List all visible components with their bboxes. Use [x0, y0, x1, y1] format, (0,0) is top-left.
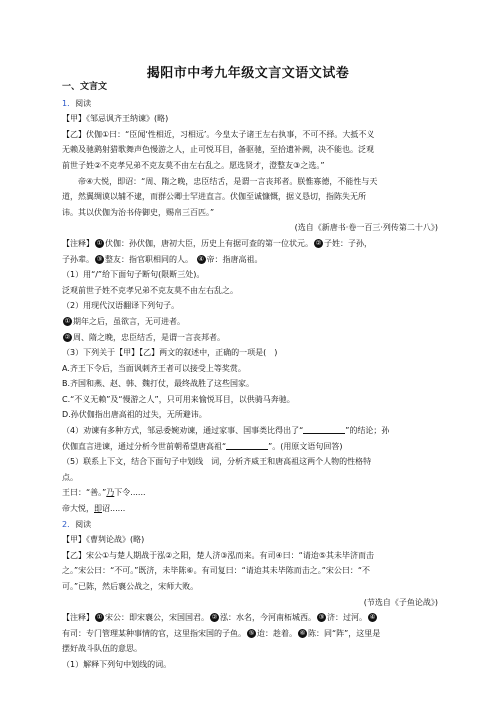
quote-text: 王曰：“善。” — [62, 488, 107, 498]
sub-question: 点。 — [62, 472, 78, 482]
quote-text: 诏...... — [102, 504, 126, 514]
passage-yi-1-line: 讳。其以伏伽为治书侍御史，赐帛三百匹。” — [62, 207, 215, 217]
option-a: A.齐王下令后，当面讽刺齐王者可以接受上等奖赏。 — [62, 363, 246, 373]
annotation-text: 子孙辈。 — [62, 254, 94, 264]
annotation-label: 【注释】 — [62, 238, 94, 248]
sub-question: （2）用现代汉语翻译下列句子。 — [62, 301, 180, 311]
circled-number: ② — [211, 613, 218, 622]
circled-number: ① — [96, 613, 103, 622]
section-heading: 一、文言文 — [62, 82, 108, 92]
circled-number: ④ — [198, 254, 204, 263]
question-text: （4）劝谏有多种方式，邹忌委婉劝谏，通过家事、国事类比得出了“ — [62, 426, 304, 436]
annotation-text: 有司：专门管理某种事情的官，这里指宋国的子鱼。 — [62, 628, 246, 638]
sub-question: （1）解释下列句中划线的词。 — [62, 659, 172, 669]
annotation-text: 泓：水名，今河南柘城西。 — [220, 613, 316, 623]
source-citation: (选自《新唐书·卷一百三·列传第二十八》) — [294, 223, 438, 233]
sub-question: （5）联系上下文，结合下面句子中划线 词，分析齐威王和唐高祖这两个人物的性格特 — [62, 457, 372, 467]
answer-blank — [303, 424, 345, 434]
question-label: 阅读 — [75, 98, 92, 108]
passage-jia-1: 【甲】《邹忌讽齐王纳谏》(略) — [62, 114, 169, 124]
question-text: ”。(用原文语句回答) — [268, 441, 343, 451]
sub-question — [62, 423, 438, 439]
translation-text: 期年之后，虽欲言，无可进者。 — [73, 316, 185, 326]
annotation-text: 陈：同“阵”，这里是 — [308, 628, 381, 638]
circled-number: ③ — [96, 254, 103, 263]
option-c: C.“不义无赖”及“慢游之人”，只可用来愉悦耳目，以供骑马奔驰。 — [62, 394, 295, 404]
option-d: D.孙伏伽指出唐高祖的过失，无所避讳。 — [62, 410, 207, 420]
annotation-text: 整友：指官职相同的人。 — [105, 254, 193, 264]
passage-yi-1-line: 道，然翼绸谟以辅不逮，而群公卿士罕进直言。伏伽至诚慷慨，据义恳切，指陈失无所 — [62, 192, 366, 202]
circled-number: ① — [64, 316, 71, 325]
annotation-text: 伏伽：孙伏伽，唐初大臣，历史上有据可查的第一位状元。 — [105, 238, 313, 248]
source-citation: (节选自《子鱼论战》) — [363, 597, 438, 607]
quote-text: 帝大悦， — [62, 504, 94, 514]
question-number: 1． — [62, 98, 76, 108]
circled-number: ② — [315, 238, 322, 247]
annotation-line — [62, 610, 438, 626]
passage-yi-1-line: 帝④大悦，即诏：“周、隋之晚，忠臣结舌，是谓一言丧邦者。朕惟寡德，不能性与天 — [78, 176, 378, 186]
quote-text: 下令...... — [114, 488, 146, 498]
translation-item — [62, 314, 438, 330]
passage-yi-2-line: 【乙】宋公①与楚人期战于泓②之阳，楚人济③泓而来。有司④曰：“请迨⑤其未毕济而击 — [62, 550, 375, 560]
circled-number: ② — [64, 332, 71, 341]
circled-number: ③ — [318, 613, 325, 622]
question-text: ”的结论；孙 — [345, 426, 390, 436]
annotation-text: 迨：趁着。 — [257, 628, 297, 638]
underlined-word: 乃 — [106, 488, 115, 498]
sub-question — [62, 439, 438, 455]
document-body — [62, 80, 438, 673]
annotation-text: 宋公：即宋襄公，宋国国君。 — [105, 613, 209, 623]
passage-yi-1-line: 【乙】伏伽①曰：“臣闻‘性相近，习相远’。今皇太子诸王左右执事，不可不择。大抵不义 — [62, 129, 375, 139]
option-b: B.齐国和燕、赵、韩、魏打仗，最终战胜了这些国家。 — [62, 379, 255, 389]
circled-number: ⑤ — [248, 628, 255, 637]
underlined-word: 即 — [94, 504, 102, 514]
sub-question: （1）用“/”给下面句子断句(限断三处)。 — [62, 270, 205, 280]
quoted-sentence — [62, 501, 438, 517]
translation-item — [62, 330, 438, 346]
annotation-line — [62, 236, 438, 252]
answer-blank — [226, 440, 268, 450]
passage-yi-2-line: 之。”宋公曰：“不可。”既济，未毕陈⑥。有司复曰：“请迨其未毕陈而击之。”宋公曰：“不 — [62, 566, 371, 576]
question-text: 伏伽直言进谏，通过分析今世前朝希望唐高祖“ — [62, 441, 227, 451]
passage-yi-2-line: 可。”已陈，然后襄公战之，宋师大败。 — [62, 582, 199, 591]
page-title: 揭阳市中考九年级文言文语文试卷 — [146, 66, 350, 81]
circled-number: ④ — [369, 613, 376, 622]
translation-text: 周、隋之晚，忠臣结舌，是谓一言丧邦者。 — [73, 332, 225, 342]
circled-number: ⑥ — [299, 628, 306, 637]
question-1-heading — [62, 96, 438, 112]
circled-number: ① — [96, 238, 103, 247]
quoted-sentence — [62, 485, 438, 501]
passage-yi-1-line: 前世子姓②不克孝兄弟不克友莫不由左右乱之。愿选贤才，澄整友③之选。” — [62, 160, 325, 170]
question-number: 2． — [62, 519, 76, 529]
annotation-label: 【注释】 — [62, 613, 94, 623]
annotation-text: 子姓：子孙， — [324, 238, 372, 248]
passage-jia-2: 【甲】《曹刿论战》(略) — [62, 535, 145, 545]
sub-question-sentence: 泛观前世子姓不克孝兄弟不克友莫不由左右乱之。 — [62, 285, 238, 295]
question-label: 阅读 — [75, 519, 92, 529]
passage-yi-1-line: 无赖及驰鹞射猎歌舞声色慢游之人，止可悦耳目，备驱驰，至拾遗补阙，决不能也。泛观 — [62, 145, 374, 155]
annotation-line: 摆好战斗队伍的意思。 — [62, 644, 142, 654]
annotation-line — [62, 626, 438, 642]
annotation-text: 帝：指唐高祖。 — [206, 254, 263, 264]
question-2-heading — [62, 517, 438, 533]
annotation-line — [62, 252, 438, 268]
sub-question: （3）下列关于【甲】【乙】两文的叙述中，正确的一项是( ) — [62, 348, 278, 358]
annotation-text: 济：过河。 — [327, 613, 367, 623]
